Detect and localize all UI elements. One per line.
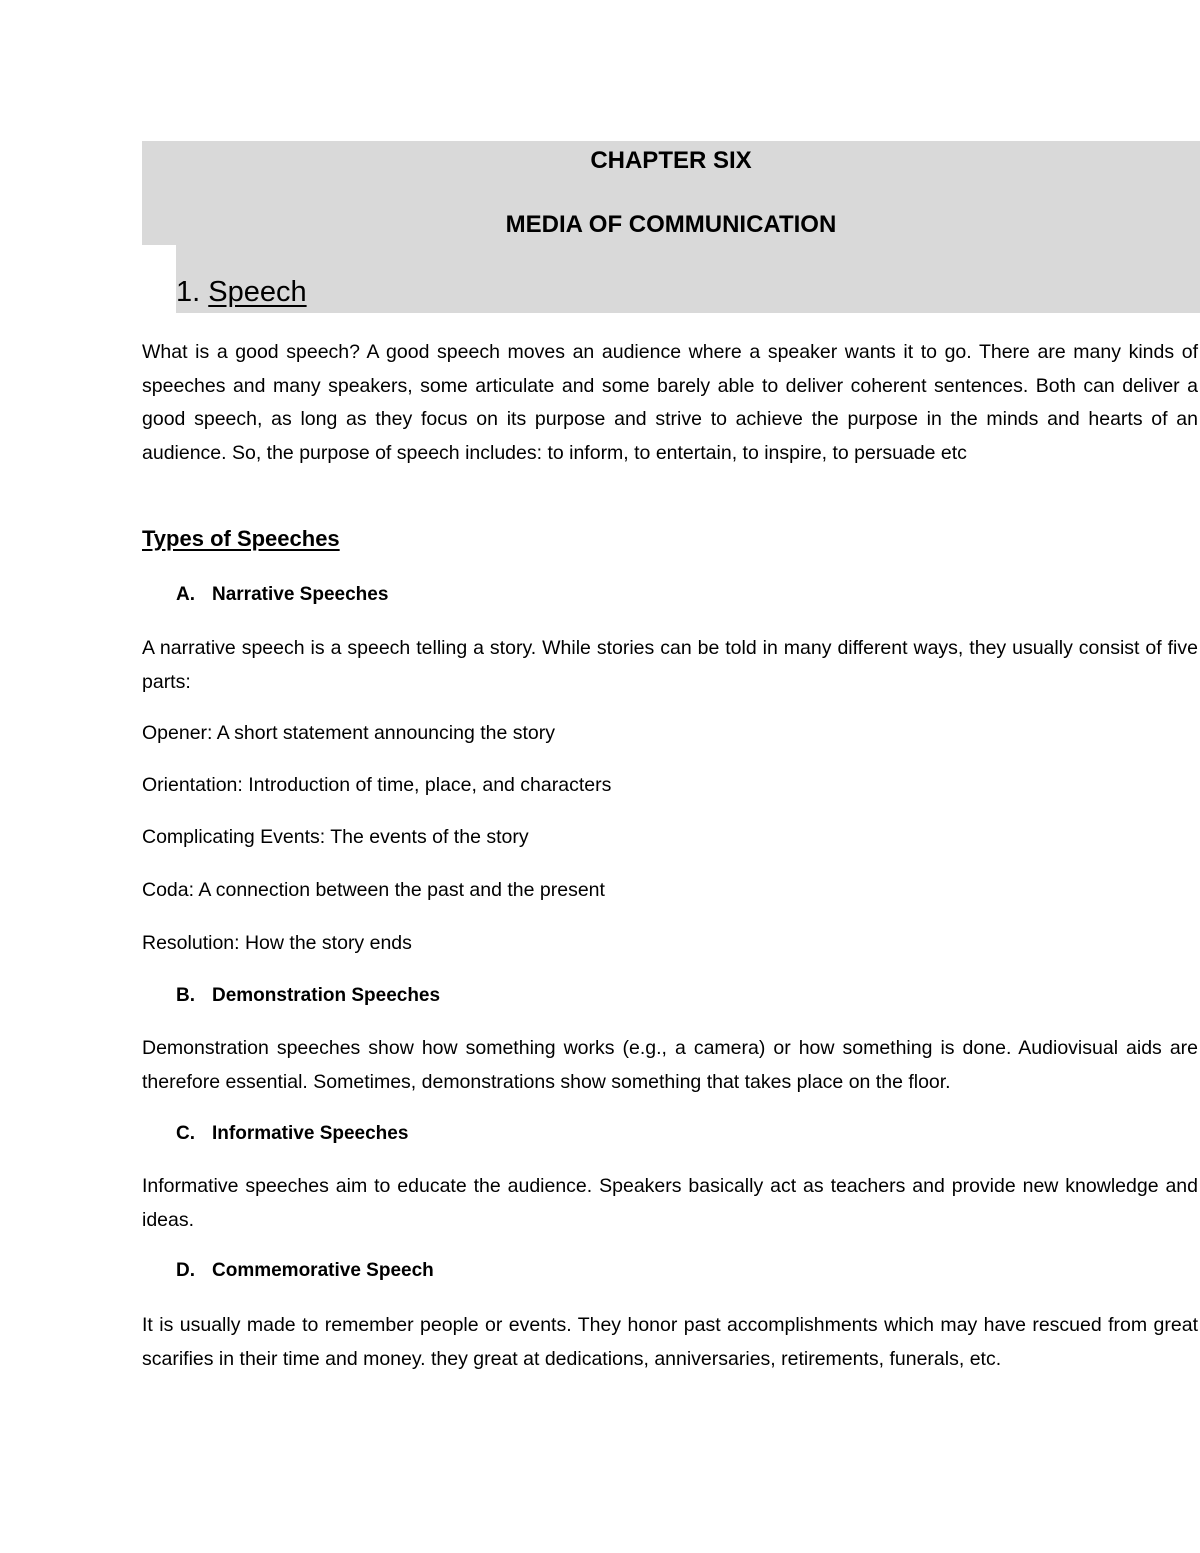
narrative-part-resolution: Resolution: How the story ends: [142, 932, 412, 954]
demonstration-heading-text: Demonstration Speeches: [212, 985, 441, 1006]
commemorative-heading-text: Commemorative Speech: [212, 1260, 434, 1281]
demonstration-letter: B.: [176, 985, 195, 1006]
informative-paragraph: Informative speeches aim to educate the audience. Speakers basically act as teachers and provide new knowledge and ideas.: [142, 1175, 1198, 1231]
narrative-part-coda: Coda: A connection between the past and the present: [142, 879, 605, 901]
narrative-letter: A.: [176, 584, 195, 605]
narrative-heading-text: Narrative Speeches: [212, 584, 389, 605]
chapter-number: CHAPTER SIX: [590, 147, 752, 174]
demonstration-paragraph: Demonstration speeches show how something works (e.g., a camera) or how something is done. Audiovisual aids are therefore essential. Sometimes, demonstrations show something that takes place on the floor.: [142, 1037, 1198, 1093]
informative-heading-text: Informative Speeches: [212, 1123, 409, 1144]
narrative-heading: [176, 580, 388, 610]
informative-letter: C.: [176, 1123, 195, 1144]
section-number: 1.: [176, 276, 201, 308]
intro-paragraph: What is a good speech? A good speech moves an audience where a speaker wants it to go. There are many kinds of speeches and many speakers, some articulate and some barely able to deliver coherent sentences. Both can deliver a good speech, as long as they focus on its purpose and strive to achieve the purpose in the minds and hearts of an audience. So, the purpose of speech includes: to inform, to entertain, to inspire, to persuade etc: [142, 341, 1198, 464]
section-title-text: Speech: [208, 276, 307, 308]
demonstration-heading: [176, 981, 440, 1011]
section-heading: [176, 274, 307, 310]
narrative-part-orientation: Orientation: Introduction of time, place, and characters: [142, 774, 612, 796]
commemorative-letter: D.: [176, 1260, 195, 1281]
informative-heading: [176, 1119, 408, 1149]
types-heading: Types of Speeches: [142, 526, 340, 551]
heading-shading-lower: [176, 245, 1200, 313]
narrative-paragraph: A narrative speech is a speech telling a story. While stories can be told in many different ways, they usually consist of five parts:: [142, 637, 1198, 693]
narrative-part-opener: Opener: A short statement announcing the story: [142, 722, 556, 744]
commemorative-heading: [176, 1256, 434, 1286]
narrative-part-complicating-events: Complicating Events: The events of the story: [142, 826, 529, 848]
chapter-title: MEDIA OF COMMUNICATION: [505, 211, 837, 238]
commemorative-paragraph: It is usually made to remember people or events. They honor past accomplishments which may have rescued from great scarifies in their time and money. they great at dedications, anniversaries, retirements, funerals, etc.: [142, 1314, 1198, 1370]
